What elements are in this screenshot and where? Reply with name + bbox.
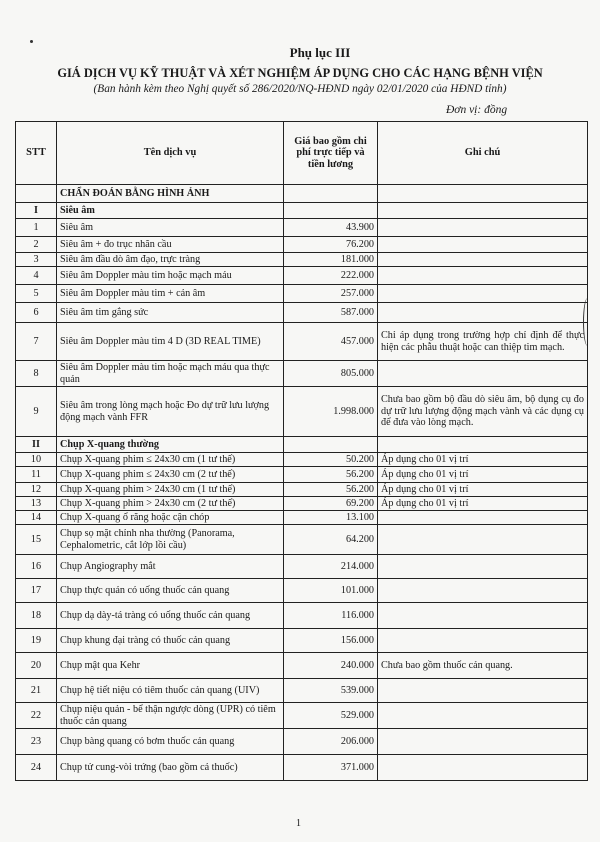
row-service-name: Chụp X-quang phim > 24x30 cm (1 tư thế) [57, 483, 284, 497]
row-price: 101.000 [284, 579, 378, 603]
table-body [16, 185, 588, 781]
row-price: 1.998.000 [284, 387, 378, 437]
row-note: Áp dụng cho 01 vị trí [378, 467, 588, 483]
row-price: 156.000 [284, 629, 378, 653]
row-service-name: Chụp X-quang phim ≤ 24x30 cm (2 tư thế) [57, 467, 284, 483]
row-service-name: Chụp thực quản có uống thuốc cản quang [57, 579, 284, 603]
table-row [16, 497, 588, 511]
row-service-name: CHẨN ĐOÁN BẰNG HÌNH ẢNH [57, 185, 284, 203]
row-service-name: Chụp khung đại tràng có thuốc cản quang [57, 629, 284, 653]
row-service-name: Siêu âm + đo trục nhãn cầu [57, 237, 284, 253]
table-row [16, 483, 588, 497]
row-service-name: Chụp X-quang phim > 24x30 cm (2 tư thế) [57, 497, 284, 511]
table-row [16, 703, 588, 729]
row-stt: 22 [16, 703, 57, 729]
row-service-name: Siêu âm Doppler màu tim hoặc mạch máu [57, 267, 284, 285]
row-note: Chưa bao gồm bộ đầu dò siêu âm, bộ dụng cụ đo dự trữ lưu lượng động mạch vành và các dụng cụ để đưa vào lòng mạch. [378, 387, 588, 437]
row-price: 64.200 [284, 525, 378, 555]
table-row [16, 729, 588, 755]
row-service-name: Chụp X-quang phim ≤ 24x30 cm (1 tư thế) [57, 453, 284, 467]
row-stt: 8 [16, 361, 57, 387]
row-price: 214.000 [284, 555, 378, 579]
table-row [16, 253, 588, 267]
row-note: Chưa bao gồm thuốc cản quang. [378, 653, 588, 679]
row-stt: 12 [16, 483, 57, 497]
row-service-name: Siêu âm tim gắng sức [57, 303, 284, 323]
row-price: 240.000 [284, 653, 378, 679]
table-row [16, 467, 588, 483]
section-row [16, 185, 588, 203]
section-row [16, 203, 588, 219]
section-row [16, 437, 588, 453]
row-price: 529.000 [284, 703, 378, 729]
row-stt: 16 [16, 555, 57, 579]
row-service-name: Chụp X-quang thường [57, 437, 284, 453]
row-service-name: Chụp X-quang ổ răng hoặc cận chóp [57, 511, 284, 525]
row-price: 116.000 [284, 603, 378, 629]
row-note [378, 437, 588, 453]
row-note [378, 253, 588, 267]
row-note [378, 511, 588, 525]
row-stt: 15 [16, 525, 57, 555]
header-service-name: Tên dịch vụ [57, 122, 284, 185]
price-table [15, 121, 588, 781]
row-stt: 3 [16, 253, 57, 267]
row-note [378, 237, 588, 253]
table-row [16, 629, 588, 653]
row-price: 371.000 [284, 755, 378, 781]
row-note [378, 267, 588, 285]
row-stt: 7 [16, 323, 57, 361]
row-note: Áp dụng cho 01 vị trí [378, 453, 588, 467]
table-row [16, 679, 588, 703]
row-service-name: Siêu âm [57, 219, 284, 237]
margin-bracket-mark [583, 298, 592, 346]
row-price: 50.200 [284, 453, 378, 467]
row-note [378, 303, 588, 323]
row-price [284, 185, 378, 203]
row-stt: 17 [16, 579, 57, 603]
appendix-label: Phụ lục III [289, 45, 351, 60]
row-price [284, 203, 378, 219]
row-note [378, 579, 588, 603]
row-stt: 14 [16, 511, 57, 525]
table-row [16, 511, 588, 525]
header-stt: STT [16, 122, 57, 185]
table-row [16, 361, 588, 387]
row-note [378, 555, 588, 579]
row-note: Áp dụng cho 01 vị trí [378, 497, 588, 511]
row-price: 206.000 [284, 729, 378, 755]
row-price: 69.200 [284, 497, 378, 511]
row-note [378, 525, 588, 555]
table-row [16, 219, 588, 237]
table-row [16, 237, 588, 253]
row-price: 257.000 [284, 285, 378, 303]
row-note [378, 703, 588, 729]
row-stt: 21 [16, 679, 57, 703]
row-note: Chỉ áp dụng trong trường hợp chỉ định để thực hiện các phẫu thuật hoặc can thiệp tim mạch. [378, 323, 588, 361]
row-service-name: Chụp mật qua Kehr [57, 653, 284, 679]
table-row [16, 285, 588, 303]
row-stt [16, 185, 57, 203]
row-stt: 10 [16, 453, 57, 467]
row-price: 181.000 [284, 253, 378, 267]
row-service-name: Siêu âm [57, 203, 284, 219]
row-price: 43.900 [284, 219, 378, 237]
row-stt: 9 [16, 387, 57, 437]
row-service-name: Siêu âm Doppler màu tim hoặc mạch máu qua thực quản [57, 361, 284, 387]
table-row [16, 525, 588, 555]
table-row [16, 267, 588, 285]
row-stt: 19 [16, 629, 57, 653]
row-note [378, 755, 588, 781]
row-price: 805.000 [284, 361, 378, 387]
row-price: 56.200 [284, 483, 378, 497]
row-service-name: Siêu âm đầu dò âm đạo, trực tràng [57, 253, 284, 267]
row-stt: 2 [16, 237, 57, 253]
row-service-name: Chụp bàng quang có bơm thuốc cản quang [57, 729, 284, 755]
table-row [16, 653, 588, 679]
row-stt: II [16, 437, 57, 453]
row-price: 222.000 [284, 267, 378, 285]
row-note [378, 361, 588, 387]
row-stt: 23 [16, 729, 57, 755]
row-stt: I [16, 203, 57, 219]
row-price: 587.000 [284, 303, 378, 323]
row-stt: 6 [16, 303, 57, 323]
row-note [378, 603, 588, 629]
document-subtitle: (Ban hành kèm theo Nghị quyết số 286/2020/NQ-HĐND ngày 02/01/2020 của HĐND tỉnh) [93, 83, 507, 95]
row-stt: 24 [16, 755, 57, 781]
row-note [378, 629, 588, 653]
table-row [16, 579, 588, 603]
row-note [378, 203, 588, 219]
table-row [16, 387, 588, 437]
row-service-name: Siêu âm trong lòng mạch hoặc Đo dự trữ lưu lượng động mạch vành FFR [57, 387, 284, 437]
document-header [0, 44, 600, 96]
document-title: GIÁ DỊCH VỤ KỸ THUẬT VÀ XÉT NGHIỆM ÁP DỤNG CHO CÁC HẠNG BỆNH VIỆN [57, 66, 543, 80]
row-price: 539.000 [284, 679, 378, 703]
row-price: 56.200 [284, 467, 378, 483]
row-service-name: Chụp Angiography mắt [57, 555, 284, 579]
row-price [284, 437, 378, 453]
currency-unit: Đơn vị: đồng [446, 104, 508, 116]
row-price: 13.100 [284, 511, 378, 525]
row-note [378, 679, 588, 703]
table-row [16, 453, 588, 467]
row-service-name: Siêu âm Doppler màu tim + cản âm [57, 285, 284, 303]
table-row [16, 755, 588, 781]
row-stt: 11 [16, 467, 57, 483]
table-header-row [16, 122, 588, 185]
row-stt: 1 [16, 219, 57, 237]
header-note: Ghi chú [378, 122, 588, 185]
row-service-name: Chụp sọ mặt chỉnh nha thường (Panorama, Cephalometric, cắt lớp lồi cầu) [57, 525, 284, 555]
row-note [378, 185, 588, 203]
row-stt: 5 [16, 285, 57, 303]
row-service-name: Siêu âm Doppler màu tim 4 D (3D REAL TIME) [57, 323, 284, 361]
row-price: 76.200 [284, 237, 378, 253]
scan-mark [30, 40, 33, 43]
row-note [378, 219, 588, 237]
header-price: Giá bao gồm chi phí trực tiếp và tiền lương [284, 122, 378, 185]
row-stt: 18 [16, 603, 57, 629]
row-stt: 13 [16, 497, 57, 511]
page-number: 1 [296, 818, 301, 829]
table-row [16, 555, 588, 579]
table-row [16, 303, 588, 323]
row-service-name: Chụp niệu quản - bể thận ngược dòng (UPR) có tiêm thuốc cản quang [57, 703, 284, 729]
row-service-name: Chụp hệ tiết niệu có tiêm thuốc cản quang (UIV) [57, 679, 284, 703]
row-note: Áp dụng cho 01 vị trí [378, 483, 588, 497]
row-note [378, 729, 588, 755]
row-note [378, 285, 588, 303]
row-stt: 20 [16, 653, 57, 679]
row-service-name: Chụp dạ dày-tá tràng có uống thuốc cản quang [57, 603, 284, 629]
table-row [16, 603, 588, 629]
row-stt: 4 [16, 267, 57, 285]
table-row [16, 323, 588, 361]
row-service-name: Chụp tử cung-vòi trứng (bao gồm cả thuốc) [57, 755, 284, 781]
row-price: 457.000 [284, 323, 378, 361]
